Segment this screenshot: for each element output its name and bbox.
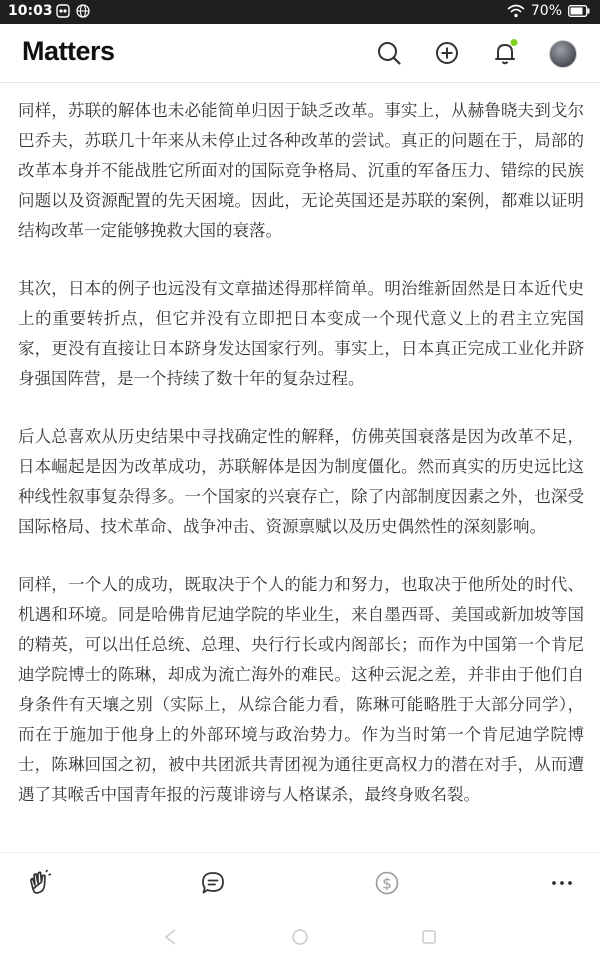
- wifi-icon: [507, 4, 525, 18]
- bell-icon[interactable]: [490, 38, 520, 68]
- battery-percent: 70%: [530, 3, 562, 19]
- article-paragraph: 后人总喜欢从历史结果中寻找确定性的解释，仿佛英国衰落是因为改革不足，日本崛起是因为改革成功，苏联解体是因为制度僵化。然而真实的历史远比这种线性叙事复杂得多。一个国家的兴衰存亡，除了内部制度因素之外，也深受国际格局、技术革命、战争冲击、资源禀赋以及历史偶然性的深刻影响。: [18, 427, 584, 536]
- article-paragraph: 其次，日本的例子也远没有文章描述得那样简单。明治维新固然是日本近代史上的重要转折点，但它并没有立即把日本变成一个现代意义上的君主立宪国家，更没有直接让日本跻身发达国家行列。事实上，日本真正完成工业化并跻身强国阵营，是一个持续了数十年的复杂过程。: [18, 279, 584, 388]
- home-icon[interactable]: [291, 928, 309, 946]
- donate-icon[interactable]: [373, 869, 401, 897]
- notification-icon: [56, 4, 70, 18]
- recents-icon[interactable]: [420, 928, 438, 946]
- system-nav-bar: [0, 914, 600, 960]
- article-paragraph: 同样，一个人的成功，既取决于个人的能力和努力，也取决于他所处的时代、机遇和环境。同是哈佛肯尼迪学院的毕业生，来自墨西哥、美国或新加坡等国的精英，可以出任总统、总理、央行行长或内阁部长；而作为中国第一个肯尼迪学院博士的陈琳，却成为流亡海外的难民。这种云泥之差，并非由于他们自身条件有天壤之别（实际上，从综合能力看，陈琳可能略胜于大部分同学），而在于施加于他身上的外部环境与政治势力。作为当时第一个肯尼迪学院博士，陈琳回国之初，被中共团派共青团视为通往更高权力的潜在对手，从而遭遇了其喉舌中国青年报的污蔑诽谤与人格谋杀，最终身败名裂。: [18, 575, 584, 804]
- article-content: [18, 96, 584, 848]
- battery-icon: [568, 5, 590, 17]
- back-icon[interactable]: [162, 928, 180, 946]
- svg-text:$: $: [382, 874, 392, 893]
- avatar[interactable]: [549, 40, 577, 68]
- comment-icon[interactable]: [199, 869, 227, 897]
- status-time: 10:03: [8, 3, 53, 19]
- globe-icon: [76, 4, 90, 18]
- search-icon[interactable]: [374, 38, 404, 68]
- more-icon[interactable]: [548, 869, 576, 897]
- matters-logo[interactable]: Matters: [22, 36, 115, 66]
- status-bar: [0, 0, 600, 24]
- add-icon[interactable]: [432, 38, 462, 68]
- article-paragraph: 同样，苏联的解体也未必能简单归因于缺乏改革。事实上，从赫鲁晓夫到戈尔巴乔夫，苏联几十年来从未停止过各种改革的尝试。真正的问题在于，局部的改革本身并不能战胜它所面对的国际竞争格局、沉重的军备压力、错综的民族问题以及资源配置的先天困境。因此，无论英国还是苏联的案例，都难以证明结构改革一定能够挽救大国的衰落。: [18, 101, 584, 240]
- app-header: [0, 24, 600, 83]
- clap-icon[interactable]: [26, 869, 54, 897]
- bottom-action-bar: [0, 852, 600, 915]
